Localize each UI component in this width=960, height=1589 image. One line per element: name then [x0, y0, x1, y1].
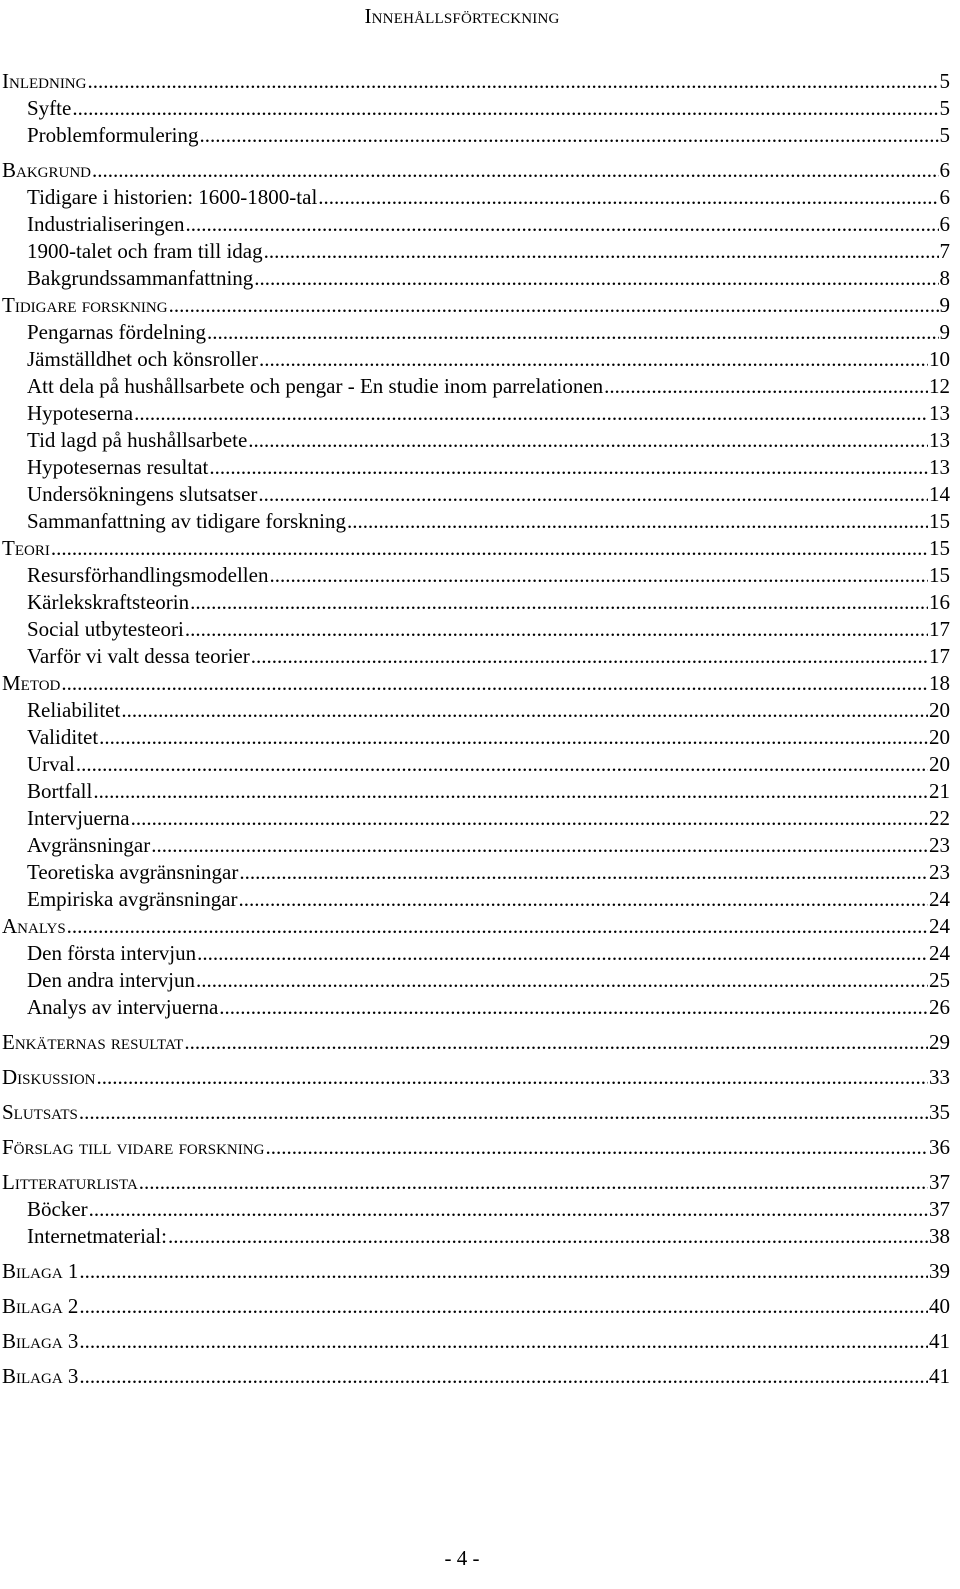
dot-leader — [79, 1363, 928, 1390]
toc-entry-label: Sammanfattning av tidigare forskning — [27, 509, 347, 533]
toc-entry-label: Hypoteserna — [27, 401, 134, 425]
toc-entry-page: 5 — [939, 123, 950, 147]
toc-entry[interactable] — [0, 238, 950, 265]
toc-entry[interactable] — [0, 400, 950, 427]
toc-entry-label: Jämställdhet och könsroller — [27, 347, 258, 371]
toc-entry[interactable] — [0, 967, 950, 994]
toc-entry-page: 20 — [929, 725, 950, 749]
toc-entry-label: Analys — [2, 914, 66, 938]
toc-entry[interactable] — [0, 589, 950, 616]
toc-entry-page: 39 — [929, 1259, 950, 1283]
toc-entry-label: Bakgrundssammanfattning — [27, 266, 254, 290]
toc-entry[interactable] — [0, 454, 950, 481]
toc-entry-page: 24 — [929, 914, 950, 938]
toc-entry-page: 14 — [929, 482, 950, 506]
dot-leader — [258, 481, 928, 508]
toc-entry-label: Böcker — [27, 1197, 88, 1221]
dot-leader — [347, 508, 928, 535]
dot-leader — [239, 886, 928, 913]
toc-entry[interactable] — [0, 1134, 950, 1161]
toc-entry-page: 13 — [929, 428, 950, 452]
dot-leader — [93, 778, 928, 805]
toc-entry-label: Social utbytesteori — [27, 617, 184, 641]
toc-entry-label: Internetmaterial: — [27, 1224, 167, 1248]
toc-entry[interactable] — [0, 616, 950, 643]
toc-entry[interactable] — [0, 427, 950, 454]
toc-entry[interactable] — [0, 859, 950, 886]
toc-entry-page: 15 — [929, 536, 950, 560]
toc-entry-page: 26 — [929, 995, 950, 1019]
toc-entry[interactable] — [0, 832, 950, 859]
toc-entry[interactable] — [0, 508, 950, 535]
toc-entry[interactable] — [0, 1328, 950, 1355]
toc-entry[interactable] — [0, 643, 950, 670]
toc-entry[interactable] — [0, 157, 950, 184]
dot-leader — [134, 400, 928, 427]
toc-entry-label: Att dela på hushållsarbete och pengar - En studie inom parrelationen — [27, 374, 604, 398]
toc-entry-label: Hypotesernas resultat — [27, 455, 209, 479]
toc-entry-label: Diskussion — [2, 1065, 96, 1089]
toc-entry-page: 12 — [929, 374, 950, 398]
toc-entry-page: 41 — [929, 1364, 950, 1388]
toc-entry-page: 20 — [929, 698, 950, 722]
toc-entry-label: Analys av intervjuerna — [27, 995, 219, 1019]
toc-entry-label: Intervjuerna — [27, 806, 130, 830]
dot-leader — [99, 724, 928, 751]
toc-entry-label: Bilaga 3 — [2, 1329, 79, 1353]
dot-leader — [184, 1029, 928, 1056]
dot-leader — [72, 95, 938, 122]
toc-entry-page: 29 — [929, 1030, 950, 1054]
toc-entry-label: Bakgrund — [2, 158, 92, 182]
toc-entry[interactable] — [0, 346, 950, 373]
toc-entry-label: Undersökningens slutsatser — [27, 482, 258, 506]
toc-entry-label: Reliabilitet — [27, 698, 121, 722]
toc-entry-page: 17 — [929, 644, 950, 668]
toc-entry-label: Pengarnas fördelning — [27, 320, 207, 344]
toc-entry-page: 20 — [929, 752, 950, 776]
toc-entry-label: Syfte — [27, 96, 72, 120]
dot-leader — [248, 427, 928, 454]
dot-leader — [197, 940, 928, 967]
dot-leader — [219, 994, 928, 1021]
toc-entry-label: Kärlekskraftsteorin — [27, 590, 190, 614]
dot-leader — [196, 967, 928, 994]
toc-entry-page: 5 — [939, 96, 950, 120]
dot-leader — [139, 1169, 928, 1196]
toc-entry[interactable] — [0, 1064, 950, 1091]
dot-leader — [185, 616, 928, 643]
toc-entry-page: 23 — [929, 833, 950, 857]
dot-leader — [169, 292, 939, 319]
dot-leader — [209, 454, 928, 481]
toc-entry-page: 6 — [939, 158, 950, 182]
toc-entry[interactable] — [0, 994, 950, 1021]
dot-leader — [89, 1196, 928, 1223]
toc-entry[interactable] — [0, 1099, 950, 1126]
toc-entry-label: Problemformulering — [27, 123, 199, 147]
dot-leader — [121, 697, 928, 724]
dot-leader — [185, 211, 938, 238]
toc-entry-label: Teoretiska avgränsningar — [27, 860, 239, 884]
toc-entry[interactable] — [0, 886, 950, 913]
toc-entry[interactable] — [0, 562, 950, 589]
toc-list — [0, 68, 950, 1390]
toc-entry[interactable] — [0, 184, 950, 211]
toc-entry-label: Teori — [2, 536, 50, 560]
dot-leader — [67, 913, 928, 940]
toc-entry[interactable] — [0, 1029, 950, 1056]
dot-leader — [79, 1293, 928, 1320]
toc-entry-label: Den första intervjun — [27, 941, 197, 965]
dot-leader — [151, 832, 928, 859]
toc-entry-page: 9 — [939, 320, 950, 344]
toc-title: Innehållsförteckning — [364, 4, 560, 28]
toc-entry-label: Industrialiseringen — [27, 212, 185, 236]
toc-entry-page: 33 — [929, 1065, 950, 1089]
toc-entry-page: 13 — [929, 401, 950, 425]
toc-entry-label: Inledning — [2, 69, 87, 93]
toc-entry-page: 21 — [929, 779, 950, 803]
toc-entry-page: 6 — [939, 185, 950, 209]
toc-entry[interactable] — [0, 481, 950, 508]
toc-entry-label: Tidigare i historien: 1600-1800-tal — [27, 185, 318, 209]
toc-entry-page: 6 — [939, 212, 950, 236]
dot-leader — [239, 859, 928, 886]
toc-entry[interactable] — [0, 373, 950, 400]
dot-leader — [604, 373, 928, 400]
toc-entry-page: 24 — [929, 941, 950, 965]
toc-entry-label: Litteraturlista — [2, 1170, 138, 1194]
dot-leader — [97, 1064, 928, 1091]
toc-entry-page: 13 — [929, 455, 950, 479]
toc-entry-page: 5 — [939, 69, 950, 93]
dot-leader — [168, 1223, 928, 1250]
dot-leader — [79, 1328, 928, 1355]
dot-leader — [190, 589, 928, 616]
toc-entry-page: 37 — [929, 1170, 950, 1194]
dot-leader — [207, 319, 938, 346]
toc-entry[interactable] — [0, 292, 950, 319]
dot-leader — [251, 643, 928, 670]
toc-entry-page: 15 — [929, 509, 950, 533]
toc-entry-label: Empiriska avgränsningar — [27, 887, 238, 911]
toc-entry-page: 7 — [939, 239, 950, 263]
toc-entry[interactable] — [0, 670, 950, 697]
dot-leader — [318, 184, 938, 211]
dot-leader — [265, 1134, 928, 1161]
toc-entry[interactable] — [0, 1196, 950, 1223]
toc-entry[interactable] — [0, 1293, 950, 1320]
toc-entry-label: Enkäternas resultat — [2, 1030, 184, 1054]
toc-entry[interactable] — [0, 122, 950, 149]
toc-entry[interactable] — [0, 697, 950, 724]
dot-leader — [51, 535, 928, 562]
toc-entry-page: 25 — [929, 968, 950, 992]
toc-entry-label: Tid lagd på hushållsarbete — [27, 428, 248, 452]
toc-entry[interactable] — [0, 724, 950, 751]
toc-entry-label: Metod — [2, 671, 61, 695]
toc-entry-page: 36 — [929, 1135, 950, 1159]
toc-entry-page: 16 — [929, 590, 950, 614]
dot-leader — [79, 1099, 928, 1126]
toc-entry-label: Urval — [27, 752, 75, 776]
toc-entry[interactable] — [0, 265, 950, 292]
toc-entry-label: Tidigare forskning — [2, 293, 168, 317]
dot-leader — [259, 346, 928, 373]
toc-entry[interactable] — [0, 940, 950, 967]
toc-entry[interactable] — [0, 319, 950, 346]
toc-entry[interactable] — [0, 778, 950, 805]
toc-entry-label: Slutsats — [2, 1100, 78, 1124]
toc-entry-page: 15 — [929, 563, 950, 587]
dot-leader — [61, 670, 928, 697]
dot-leader — [199, 122, 938, 149]
toc-entry[interactable] — [0, 751, 950, 778]
toc-entry-page: 38 — [929, 1224, 950, 1248]
toc-entry[interactable] — [0, 1169, 950, 1196]
dot-leader — [264, 238, 939, 265]
toc-entry-page: 9 — [939, 293, 950, 317]
dot-leader — [131, 805, 928, 832]
toc-entry-page: 17 — [929, 617, 950, 641]
dot-leader — [254, 265, 938, 292]
dot-leader — [87, 68, 938, 95]
toc-entry-label: Varför vi valt dessa teorier — [27, 644, 250, 668]
page-number: - 4 - — [444, 1546, 480, 1570]
toc-entry-page: 41 — [929, 1329, 950, 1353]
toc-entry-page: 23 — [929, 860, 950, 884]
toc-entry-label: Bilaga 1 — [2, 1259, 79, 1283]
toc-entry-page: 18 — [929, 671, 950, 695]
toc-entry-page: 35 — [929, 1100, 950, 1124]
dot-leader — [269, 562, 928, 589]
toc-entry-label: Den andra intervjun — [27, 968, 195, 992]
toc-entry-label: Resursförhandlingsmodellen — [27, 563, 269, 587]
toc-entry-label: Bortfall — [27, 779, 93, 803]
toc-entry-label: Bilaga 3 — [2, 1364, 79, 1388]
toc-entry-page: 10 — [929, 347, 950, 371]
toc-entry-label: Förslag till vidare forskning — [2, 1135, 265, 1159]
toc-entry[interactable] — [0, 68, 950, 95]
toc-entry-label: Validitet — [27, 725, 99, 749]
toc-entry-page: 22 — [929, 806, 950, 830]
toc-entry-page: 40 — [929, 1294, 950, 1318]
toc-entry-page: 8 — [939, 266, 950, 290]
toc-entry[interactable] — [0, 535, 950, 562]
toc-entry-label: Avgränsningar — [27, 833, 151, 857]
toc-entry[interactable] — [0, 211, 950, 238]
toc-entry[interactable] — [0, 1363, 950, 1390]
toc-entry[interactable] — [0, 1223, 950, 1250]
toc-entry-page: 24 — [929, 887, 950, 911]
toc-entry[interactable] — [0, 1258, 950, 1285]
toc-entry-label: 1900-talet och fram till idag — [27, 239, 263, 263]
dot-leader — [92, 157, 938, 184]
toc-entry[interactable] — [0, 805, 950, 832]
toc-entry-label: Bilaga 2 — [2, 1294, 79, 1318]
toc-entry[interactable] — [0, 913, 950, 940]
toc-entry[interactable] — [0, 95, 950, 122]
toc-entry-page: 37 — [929, 1197, 950, 1221]
dot-leader — [76, 751, 928, 778]
dot-leader — [79, 1258, 928, 1285]
